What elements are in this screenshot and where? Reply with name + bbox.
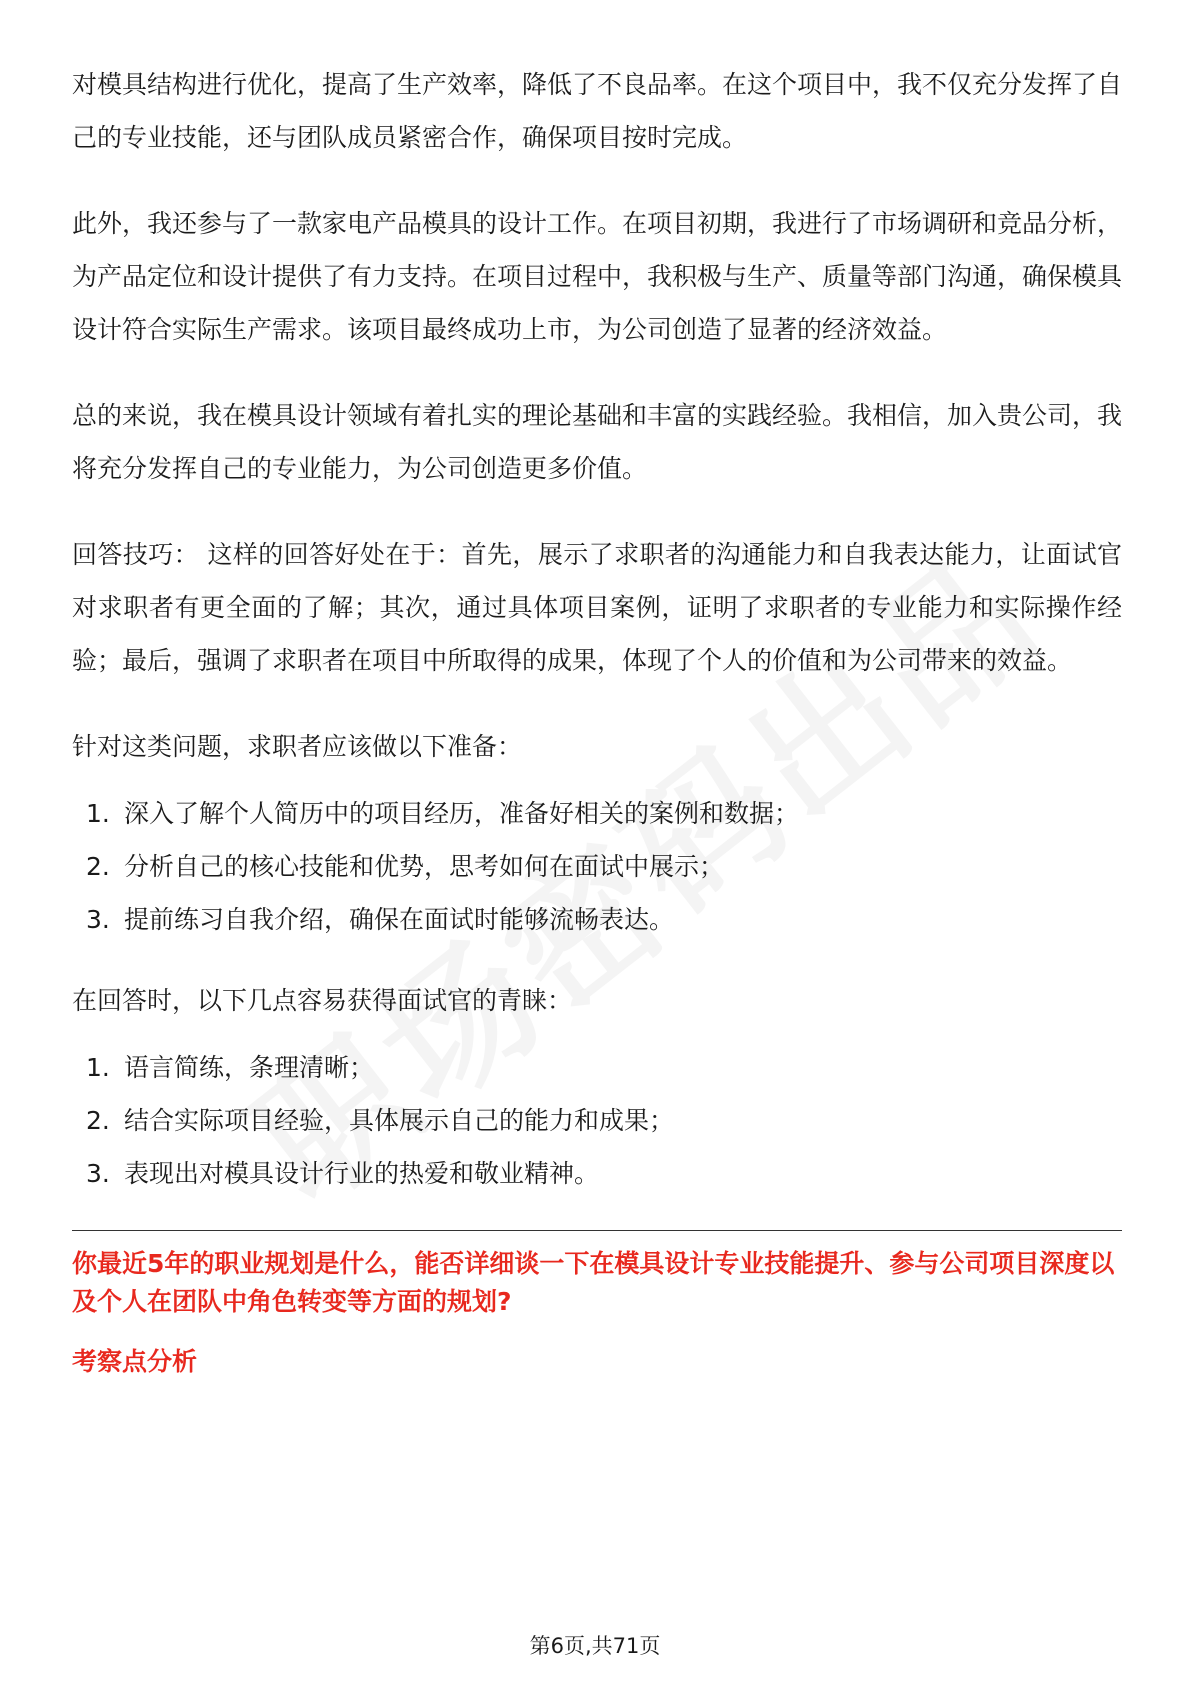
paragraph-summary: 总的来说，我在模具设计领域有着扎实的理论基础和丰富的实践经验。我相信，加入贵公司，我将充分发挥自己的专业能力，为公司创造更多价值。 <box>72 401 1123 483</box>
list-number: 1. <box>86 1053 110 1082</box>
list-text: 分析自己的核心技能和优势，思考如何在面试中展示； <box>124 852 725 881</box>
list-item <box>72 1147 1122 1200</box>
section-divider <box>72 1230 1122 1231</box>
list-text: 提前练习自我介绍，确保在面试时能够流畅表达。 <box>124 905 675 934</box>
list-number: 1. <box>86 799 110 828</box>
list-number: 3. <box>86 1159 110 1188</box>
page-footer: 第6页,共71页 <box>529 1634 661 1658</box>
list-text: 结合实际项目经验，具体展示自己的能力和成果； <box>124 1106 675 1135</box>
paragraph-prep-intro: 针对这类问题，求职者应该做以下准备： <box>72 732 523 761</box>
tips-list <box>72 1041 1122 1200</box>
list-item <box>72 787 1122 840</box>
document-body <box>72 58 1122 1381</box>
list-item <box>72 1041 1122 1094</box>
paragraph-appliance-project: 此外，我还参与了一款家电产品模具的设计工作。在项目初期，我进行了市场调研和竞品分析，为产品定位和设计提供了有力支持。在项目过程中，我积极与生产、质量等部门沟通，确保模具设计符合实际生产需求。该项目最终成功上市，为公司创造了显著的经济效益。 <box>72 209 1123 344</box>
list-number: 3. <box>86 905 110 934</box>
list-item <box>72 893 1122 946</box>
list-text: 深入了解个人简历中的项目经历，准备好相关的案例和数据； <box>124 799 800 828</box>
list-number: 2. <box>86 1106 110 1135</box>
list-item <box>72 840 1122 893</box>
prep-list <box>72 787 1122 946</box>
list-text: 表现出对模具设计行业的热爱和敬业精神。 <box>124 1159 600 1188</box>
analysis-heading: 考察点分析 <box>72 1347 198 1376</box>
paragraph-tips-intro: 在回答时，以下几点容易获得面试官的青睐： <box>72 986 573 1015</box>
paragraph-project-optimization: 对模具结构进行优化，提高了生产效率，降低了不良品率。在这个项目中，我不仅充分发挥了自己的专业技能，还与团队成员紧密合作，确保项目按时完成。 <box>72 70 1123 152</box>
list-number: 2. <box>86 852 110 881</box>
list-item <box>72 1094 1122 1147</box>
next-question-heading: 你最近5年的职业规划是什么，能否详细谈一下在模具设计专业技能提升、参与公司项目深度以及个人在团队中角色转变等方面的规划? <box>72 1249 1115 1316</box>
paragraph-answer-tips: 回答技巧： 这样的回答好处在于：首先，展示了求职者的沟通能力和自我表达能力，让面试官对求职者有更全面的了解；其次，通过具体项目案例，证明了求职者的专业能力和实际操作经验；最后，强调了求职者在项目中所取得的成果，体现了个人的价值和为公司带来的效益。 <box>72 540 1122 675</box>
list-text: 语言简练，条理清晰； <box>124 1053 375 1082</box>
